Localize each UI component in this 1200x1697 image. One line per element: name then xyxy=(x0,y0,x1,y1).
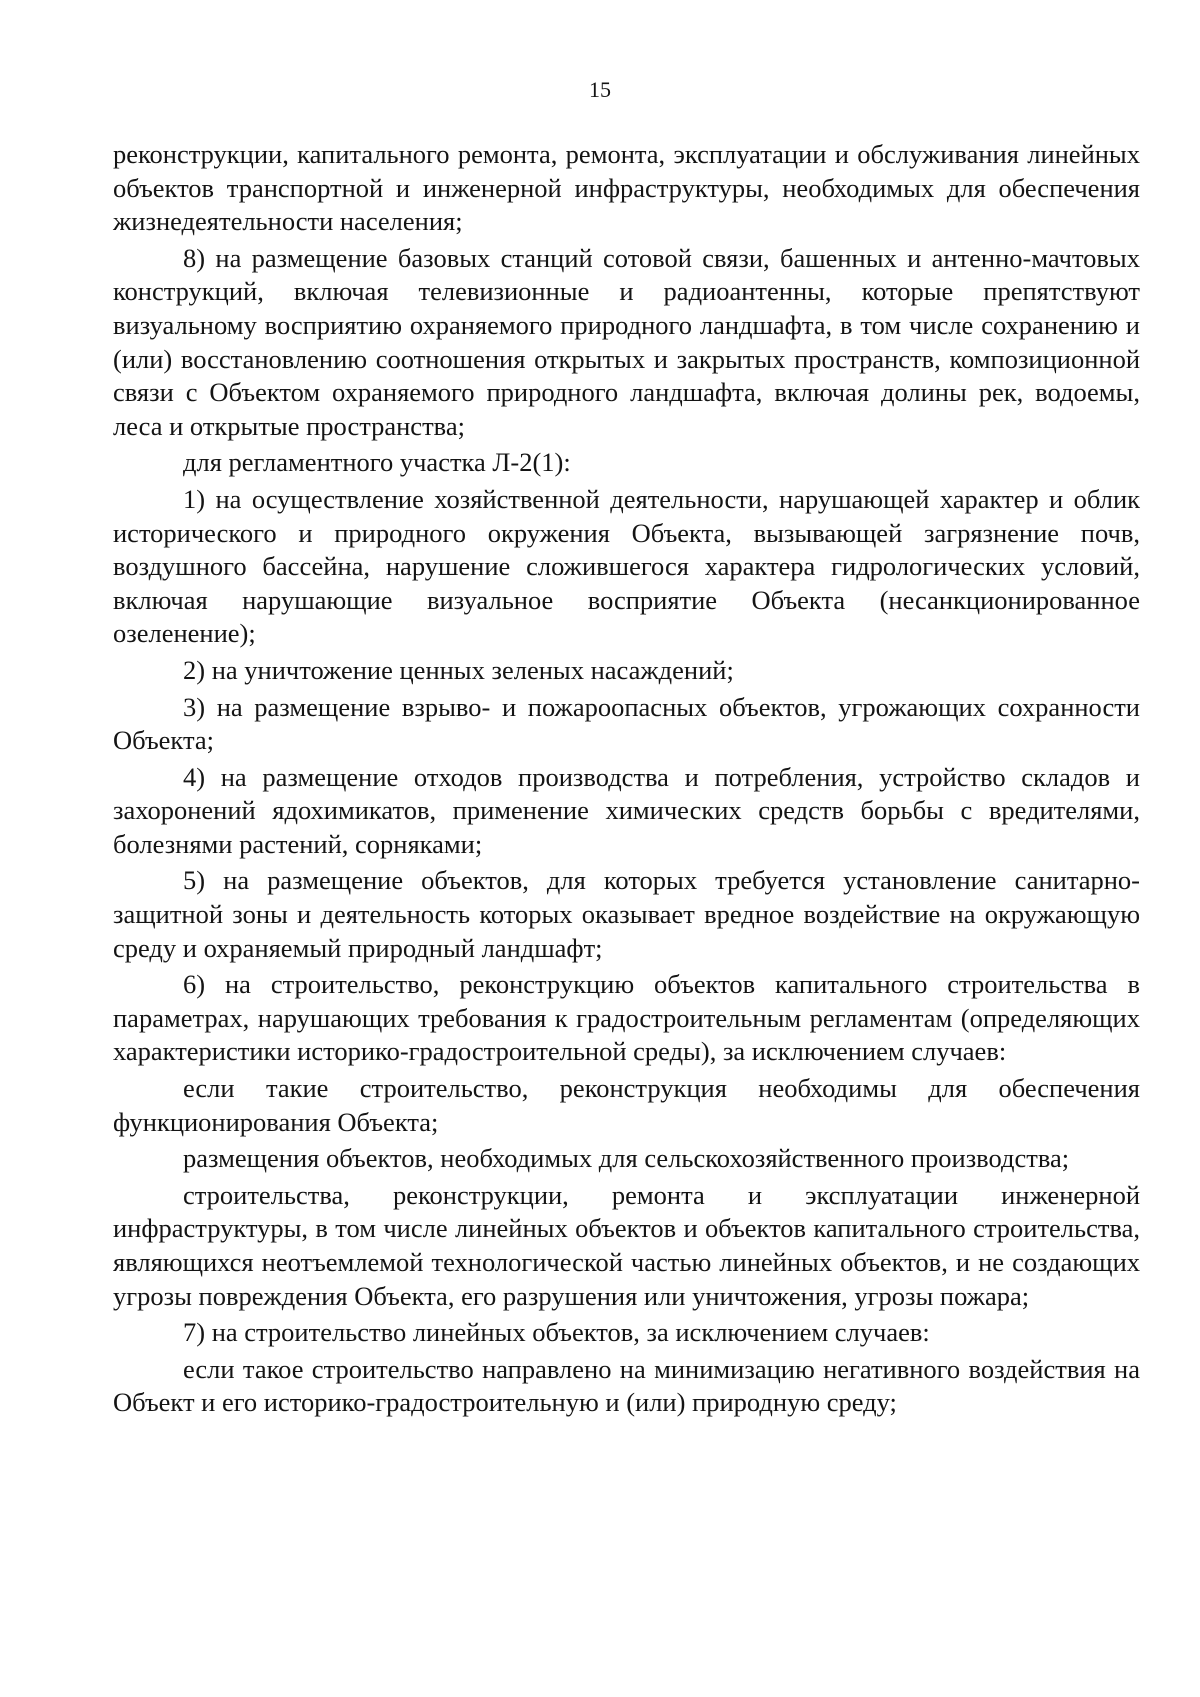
paragraph-section-heading: для регламентного участка Л-2(1): xyxy=(183,447,571,478)
page-number: 15 xyxy=(589,77,611,102)
paragraph-item-4: 4) на размещение отходов производства и потребления, устройство складов и захоронений ядохимикатов, применение химических средств борьбы с вредителями, болезнями растений, сорняками; xyxy=(113,761,1140,859)
paragraph-exception-4: если такое строительство направлено на минимизацию негативного воздействия на Объект и его историко-градостроительную и (или) природную среду; xyxy=(113,1353,1140,1418)
paragraph-item-7: 7) на строительство линейных объектов, за исключением случаев: xyxy=(183,1317,930,1348)
paragraph-item-1: 1) на осуществление хозяйственной деятельности, нарушающей характер и облик исторического и природного окружения Объекта, вызывающей загрязнение почв, воздушного бассейна, нарушение сложившегося характера гидрологических условий, включая нарушающие визуальное восприятие Объекта (несанкционированное озеленение); xyxy=(113,483,1140,649)
paragraph-exception-3: строительства, реконструкции, ремонта и эксплуатации инженерной инфраструктуры, в том числе линейных объектов и объектов капитального строительства, являющихся неотъемлемой технологической частью линейных объектов, и не создающих угрозы повреждения Объекта, его разрушения или уничтожения, угрозы пожара; xyxy=(113,1179,1140,1311)
paragraph-item-2: 2) на уничтожение ценных зеленых насаждений; xyxy=(183,654,734,685)
paragraph-item-3: 3) на размещение взрыво- и пожароопасных объектов, угрожающих сохранности Объекта; xyxy=(113,691,1140,756)
paragraph-exception-2: размещения объектов, необходимых для сельскохозяйственного производства; xyxy=(183,1143,1070,1174)
paragraph-continuation: реконструкции, капитального ремонта, ремонта, эксплуатации и обслуживания линейных объектов транспортной и инженерной инфраструктуры, необходимых для обеспечения жизнедеятельности населения; xyxy=(113,139,1140,237)
document-body xyxy=(113,138,1140,1420)
paragraph-item-8: 8) на размещение базовых станций сотовой связи, башенных и антенно-мачтовых конструкций, включая телевизионные и радиоантенны, которые препятствуют визуальному восприятию охраняемого природного ландшафта, в том числе сохранению и (или) восстановлению соотношения открытых и закрытых пространств, композиционной связи с Объектом охраняемого природного ландшафта, включая долины рек, водоемы, леса и открытые пространства; xyxy=(113,242,1140,441)
paragraph-item-6: 6) на строительство, реконструкцию объектов капитального строительства в параметрах, нарушающих требования к градостроительным регламентам (определяющих характеристики историко-градостроительной среды), за исключением случаев: xyxy=(113,969,1140,1067)
paragraph-exception-1: если такие строительство, реконструкция необходимы для обеспечения функционирования Объекта; xyxy=(113,1073,1140,1137)
paragraph-item-5: 5) на размещение объектов, для которых требуется установление санитарно-защитной зоны и деятельность которых оказывает вредное воздействие на окружающую среду и охраняемый природный ландшафт; xyxy=(113,865,1140,963)
